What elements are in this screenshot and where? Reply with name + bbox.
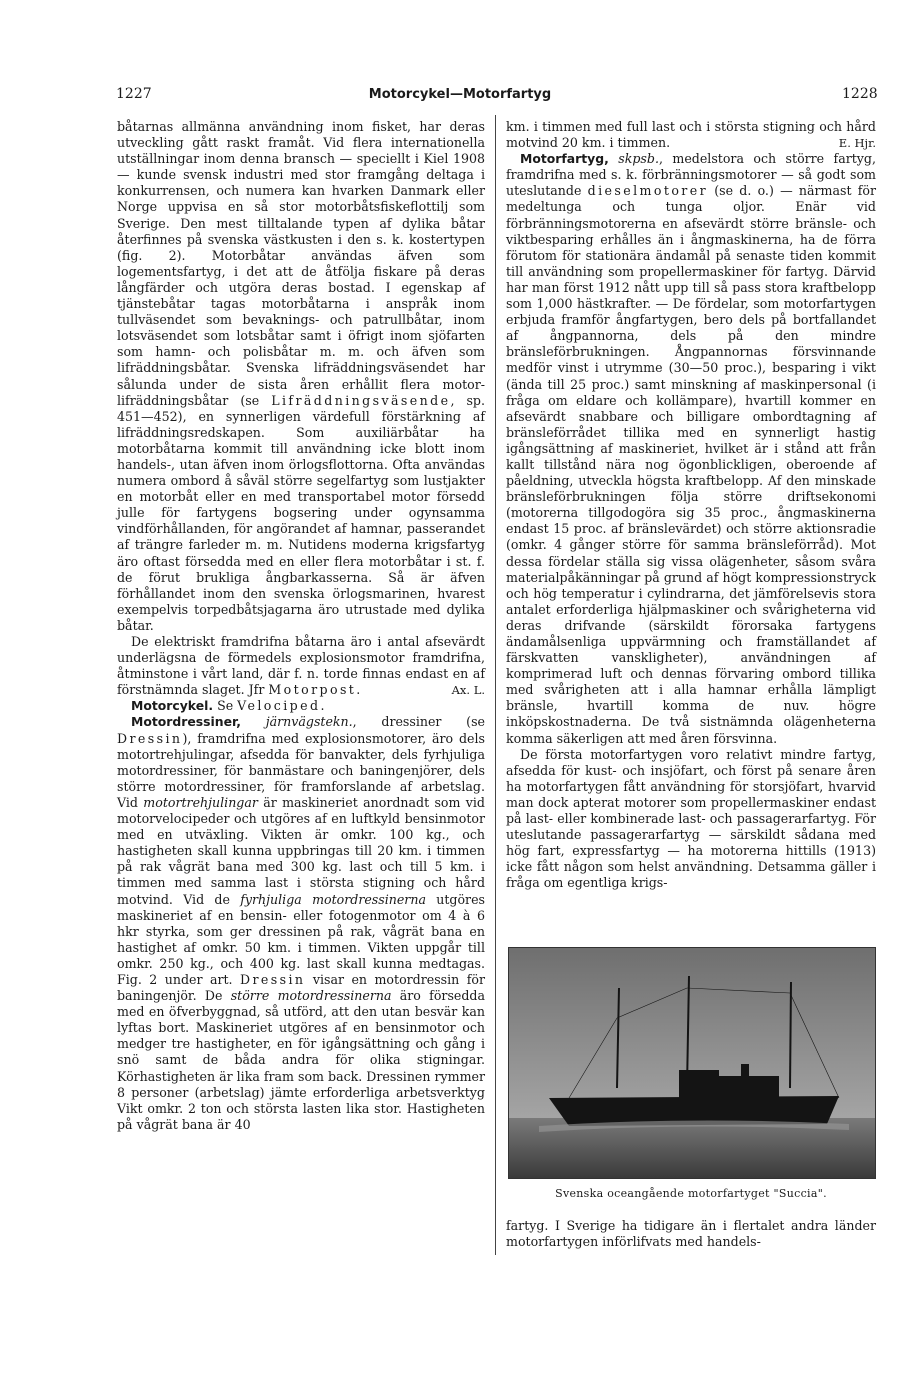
cross-reference: Motorpost xyxy=(268,682,357,698)
subject-class: järnvägstekn. xyxy=(265,714,353,730)
left-column xyxy=(117,119,485,1133)
subject-class: skpsb. xyxy=(618,151,659,167)
paragraph: fartyg. I Sverige ha tidigare än i flertalet andra länder motorfartygen införlifvats med handels- xyxy=(506,1218,876,1250)
entry-motorfartyg: Motorfartyg, skpsb., medelstora och större fartyg, framdrifna med s. k. förbränningsmotorer — så godt som uteslutande dieselmotorer (se d. o.) — närmast för medeltunga och tunga oljor. Enär vid förbränningsmotorerna en afsevärdt större bränsle- och viktbesparing erhålles än i ångmaskinerna, ha de förra förutom för stationära ändamål på senaste tiden kommit till användning som propellermaskiner för fartyg. Därvid har man först 1912 nått upp till så pass stora kraftbelopp som 1,000 hästkrafter. — De fördelar, som motorfartygen erbjuda framför ångfartygen, bero dels på bortfallandet af ångpannorna, dels på den mindre bränsleförbrukningen. Ångpannornas försvinnande medför vinst i utrymme (30—50 proc.), besparing i vikt (ända till 25 proc.) samt minskning af maskinpersonal (i fråga om eldare och kollämpare), hvartill kommer en afsevärdt snabbare och billigare ombordtagning af bränsleförrådet tillika med en synnerligt hastig igångsättning af maskineriet, hvilket är i stånd att från kallt tillstånd nära nog ögonblickligen, oberoende af påeldning, utveckla högsta kraftbelopp. Af den minskade bränsleförbrukningen följa större driftsekonomi (motorerna tillgodogöra sig 35 proc., ångmaskinerna endast 15 proc. af bränslevärdet) och större aktionsradie (omkr. 4 gånger större för samma bränsleförråd). Mot dessa fördelar ställa sig vissa olägenheter, såsom svåra materialpåkänningar på grund af högt kompressionstryck och hög temperatur i cylindrarna, det jämförelsevis stora antalet erforderliga hjälpmaskiner och svårigheterna vid deras drifvande (särskildt förorsaka fartygens ändamålsenliga uppvärmning och framställandet af färskvatten vanskligheter), användningen af komprimerad luft och dennas förvaring ombord tillika med svårigheten att i alla hamnar erhålla lämpligt bränsle, hvartill komma de nuv. högre inköpskostnaderna. De två sistnämnda olägenheterna komma säkerligen att med åren försvinna. xyxy=(506,151,876,746)
ship-illustration xyxy=(509,948,875,1178)
cross-reference: Dressin xyxy=(240,971,306,987)
cross-reference: dieselmotorer xyxy=(587,183,709,199)
page-number-left: 1227 xyxy=(116,86,152,102)
cross-reference: Velociped xyxy=(237,698,321,714)
entry-motordressiner: Motordressiner, järnvägstekn., dressiner (se Dressin), framdrifna med explosionsmotorer, äro dels motortrehjulingar, afsedda för banvakter, dels fyrhjuliga motordressiner, för banmästare och baningenjörer, dels större motordressiner, för framforslande af arbetslag. Vid motortrehjulingar är maskineriet anordnadt som vid motorvelocipeder och utgöres af en luftkyld bensinmotor med en utväxling. Vikten är omkr. 100 kg., och hastigheten skall kunna uppbringas till 20 km. i timmen på rak vågrät bana med 300 kg. last och till 5 km. i timmen med samma last i största stigning och hård motvind. Vid de fyrhjuliga motordressinerna utgöres maskineriet af en bensin- eller fotogenmotor om 4 à 6 hkr styrka, som ger dressinen på rak, vågrät bana en hastighet af omkr. 50 km. i timmen. Vikten uppgår till omkr. 250 kg., och 400 kg. last skall kunna medtagas. Fig. 2 under art. Dressin visar en motordressin för baningenjör. De större motordressinerna äro försedda med en öfverbyggnad, så utförd, att den utan besvär kan lyftas bort. Maskineriet utgöres af en bensinmotor och medger tre hastigheter, en för igångsättning och gång i snö samt de båda andra för olika stigningar. Körhastigheten är lika fram som back. Dressinen rymmer 8 personer (arbetslag) jämte erforderliga arbetsverktyg Vikt omkr. 2 ton och största lasten lika stor. Hastigheten på vågrät bana är 40 xyxy=(117,714,485,1132)
page-number-right: 1228 xyxy=(842,86,878,102)
paragraph: De elektriskt framdrifna båtarna äro i antal afsevärdt underlägsna de förmedels explosionsmotor framdrifna, åtminstone i vårt land, där f. n. torde finnas endast en af förstnämnda slaget. Jfr Motorpost. Ax. L. xyxy=(117,634,485,698)
right-column-continuation xyxy=(506,1218,876,1250)
paragraph: km. i timmen med full last och i största stigning och hård motvind 20 km. i timmen. E. Hjr. xyxy=(506,119,876,151)
cross-reference: Dressin xyxy=(117,730,183,746)
author-signature: E. Hjr. xyxy=(838,136,876,151)
running-title: Motorcykel—Motorfartyg xyxy=(368,87,552,102)
paragraph: båtarnas allmänna användning inom fisket, har deras utveckling gått raskt framåt. Vid flera internationella utställningar inom denna bransch — speciellt i Kiel 1908 — kunde svensk industri med stor framgång deltaga i konkurrensen, och numera kan hvarken Danmark eller Norge uppvisa en så stor motorbåtsfiskeflottilj som Sverige. Den mest tilltalande typen af dylika båtar återfinnes på svenska västkusten i den s. k. kostertypen (fig. 2). Motorbåtar användas äfven som logementsfartyg, i det att de åtfölja fiskare på deras långfärder och utgöra deras bostad. I egenskap af tjänstebåtar tagas motorbåtarna i anspråk inom tullväsendet som bevaknings- och patrullbåtar, inom lotsväsendet som lotsbåtar samt i öfrigt inom sjöfarten som hamn- och polisbåtar m. m. och äfven som lifräddningsbåtar. Svenska lifräddningsväsendet har sålunda under de sista åren erhållit flera motor-lifräddningsbåtar (se Lifräddningsväsende, sp. 451—452), en synnerligen värdefull förstärkning af lifräddningsredskapen. Som auxiliärbåtar ha motorbåtarna kommit till användning icke blott inom handels-, utan äfven inom örlogsflottorna. Ofta användas numera ombord å såväl större segelfartyg som lustjakter en motorbåt eller en med transportabel motor försedd julle för fartygens bogsering under ogynsamma vindförhållanden, för angörandet af hamnar, passerandet af trängre farleder m. m. Nutidens moderna krigsfartyg äro oftast försedda med en eller flera motorbåtar i st. f. de förut brukliga ångbarkasserna. Så är äfven förhållandet inom den svenska örlogsmarinen, hvarest exempelvis torpedbåtsjagarna äro utrustade med dylika båtar. xyxy=(117,119,485,633)
entry-headword: Motorfartyg, xyxy=(520,151,609,167)
entry-motorcykel: Motorcykel. Se Velociped. xyxy=(131,698,325,714)
paragraph: De första motorfartygen voro relativt mindre fartyg, afsedda för kust- och insjöfart, och först på senare åren ha motorfartygen fått användning för storsjöfart, hvarvid man dock apterat motorer som propellermaskiner endast på last- eller kombinerade last- och passagerarfartyg. För uteslutande passagerarfartyg — särskildt sådana med hög fart, expressfartyg — ha motorerna hittills (1913) icke fått någon som helst användning. Detsamma gäller i fråga om egentliga krigs- xyxy=(506,746,876,891)
cross-reference: Lifräddningsväsende xyxy=(271,392,451,408)
ship-photograph xyxy=(508,947,876,1179)
author-signature: Ax. L. xyxy=(451,683,485,698)
entry-headword: Motordressiner, xyxy=(131,714,241,730)
entry-headword: Motorcykel. xyxy=(131,698,214,714)
column-rule xyxy=(495,115,496,1255)
figure-caption: Svenska oceangående motorfartyget "Succia". xyxy=(555,1187,827,1200)
right-column xyxy=(506,119,876,892)
